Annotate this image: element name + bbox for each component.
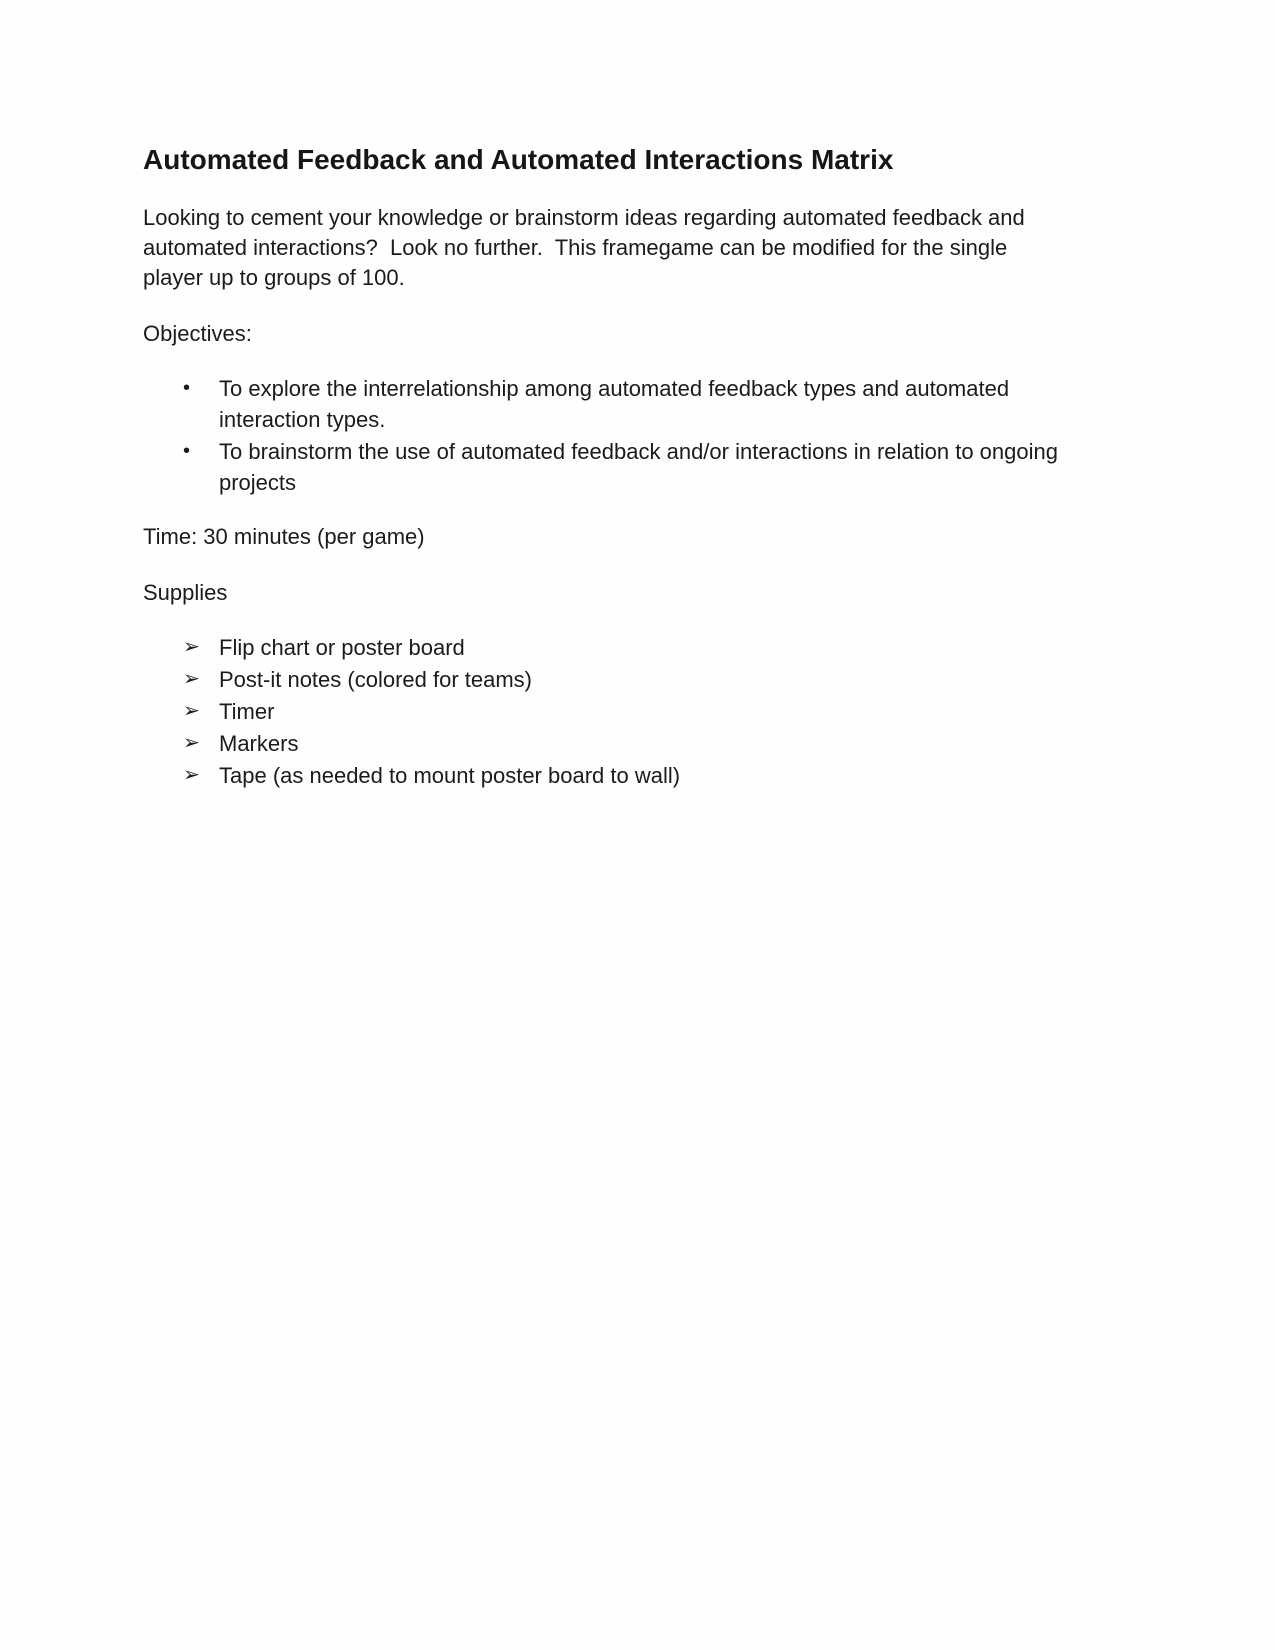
objectives-list [143, 373, 1115, 498]
supply-item [143, 760, 1115, 791]
objectives-heading: Objectives: [143, 321, 252, 346]
supply-item [143, 728, 1115, 759]
supplies-list [143, 632, 1115, 791]
supply-item-text: Flip chart or poster board [219, 635, 465, 660]
arrowhead-bullet-icon: ➢ [183, 700, 200, 722]
document-title: Automated Feedback and Automated Interactions Matrix [143, 144, 894, 175]
objective-item [143, 436, 1115, 498]
supply-item-text: Post-it notes (colored for teams) [219, 667, 533, 692]
bullet-dot-icon: • [183, 440, 191, 462]
supply-item [143, 632, 1115, 663]
supply-item-text: Markers [219, 731, 299, 756]
objective-item-text: To explore the interrelationship among automated feedback types and automated interaction types. [219, 376, 1010, 432]
supply-item-text: Timer [219, 699, 275, 724]
supply-item-text: Tape (as needed to mount poster board to wall) [219, 763, 681, 788]
bullet-dot-icon: • [183, 377, 191, 399]
objective-item-text: To brainstorm the use of automated feedback and/or interactions in relation to ongoing projects [219, 439, 1058, 495]
intro-paragraph: Looking to cement your knowledge or brainstorm ideas regarding automated feedback and automated interactions? Look no further. This framegame can be modified for the single player up to groups of 100. [143, 205, 1031, 290]
supplies-heading: Supplies [143, 580, 228, 605]
arrowhead-bullet-icon: ➢ [183, 764, 200, 786]
time-line: Time: 30 minutes (per game) [143, 524, 425, 549]
objective-item [143, 373, 1115, 435]
arrowhead-bullet-icon: ➢ [183, 668, 200, 690]
arrowhead-bullet-icon: ➢ [183, 732, 200, 754]
arrowhead-bullet-icon: ➢ [183, 636, 200, 658]
supply-item [143, 664, 1115, 695]
supply-item [143, 696, 1115, 727]
